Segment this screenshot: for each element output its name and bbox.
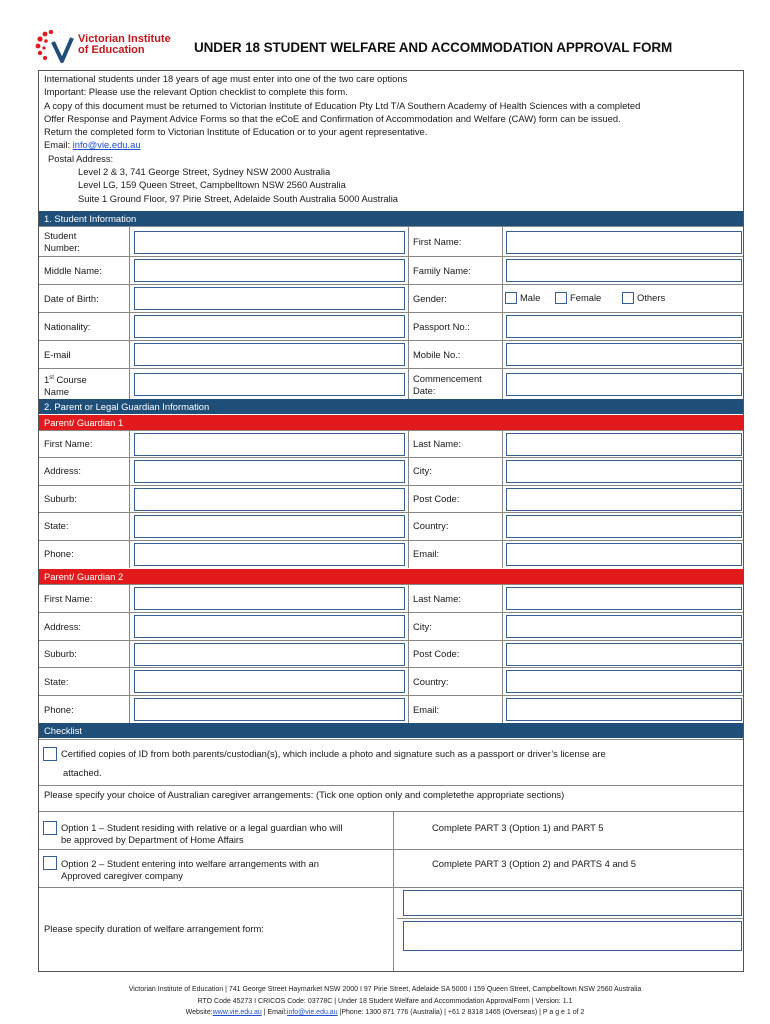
student-number-input[interactable] xyxy=(134,231,405,254)
g2-suburb-input[interactable] xyxy=(134,643,405,666)
row-middle-name: Middle Name: Family Name: xyxy=(39,256,743,284)
g2-phone-input[interactable] xyxy=(134,698,405,721)
page-title: UNDER 18 STUDENT WELFARE AND ACCOMMODATION APPROVAL FORM xyxy=(194,40,673,55)
g2-first-name-input[interactable] xyxy=(134,587,405,610)
g1-phone-input[interactable] xyxy=(134,543,405,566)
g2-city-input[interactable] xyxy=(506,615,742,638)
commencement-date-input[interactable] xyxy=(506,373,742,396)
g1-email-input[interactable] xyxy=(506,543,742,566)
option2-row: Option 2 – Student entering into welfare arrangements with an Approved caregiver company Complete PART 3 (Option 2) and PARTS 4 and 5 xyxy=(39,849,743,887)
nationality-input[interactable] xyxy=(134,315,405,338)
row-dob: Date of Birth: Gender: Male Female Others xyxy=(39,284,743,312)
section-guardian-header: 2. Parent or Legal Guardian Information xyxy=(39,399,743,414)
duration-from-input[interactable] xyxy=(403,890,742,916)
g1-row-address: Address: City: xyxy=(39,457,743,485)
guardian1-header: Parent/ Guardian 1 xyxy=(39,415,743,430)
guardian2-header: Parent/ Guardian 2 xyxy=(39,569,743,584)
option1-row: Option 1 – Student residing with relative or a legal guardian who will be approved by Department of Home Affairs Complete PART 3 (Option 1) and PART 5 xyxy=(39,811,743,849)
logo-text: Victorian Institute of Education xyxy=(78,33,171,56)
passport-input[interactable] xyxy=(506,315,742,338)
g1-suburb-input[interactable] xyxy=(134,488,405,511)
g1-row-state: State: Country: xyxy=(39,512,743,540)
family-name-input[interactable] xyxy=(506,259,742,282)
g1-first-name-input[interactable] xyxy=(134,433,405,456)
g1-row-suburb: Suburb: Post Code: xyxy=(39,485,743,512)
g1-address-input[interactable] xyxy=(134,460,405,483)
vie-logo xyxy=(34,30,184,66)
option2-checkbox[interactable] xyxy=(43,856,57,870)
checklist-choice-prompt: Please specify your choice of Australian caregiver arrangements: (Tick one option only and completethe appropriate sections) xyxy=(39,785,743,811)
intro-block: International students under 18 years of age must enter into one of the two care options Important: Please use the relevant Option checklist to complete this form. A copy of this document must be returned to Victorian Institute of Education Pty Ltd T/A Southern Academy of Health Sciences with a completed Offer Response and Payment Advice Forms so that the eCoE and Confirmation of Accommodation and Welfare (CAW) form can be issued. Return the completed form to Victorian Institute of Education or to your agent representative. Email: info@vie.edu.au Postal Address: Level 2 & 3, 741 George Street, Sydney NSW 2000 Australia Level LG, 159 Queen Street, Campbelltown NSW 2560 Australia Suite 1 Ground Floor, 97 Pirie Street, Adelaide South Australia 5000 Australia xyxy=(44,72,744,205)
logo-icon xyxy=(34,30,76,64)
duration-row: Please specify duration of welfare arrangement form: xyxy=(39,887,743,971)
footer-email-link[interactable]: info@vie.edu.au xyxy=(286,1009,338,1016)
g2-email-input[interactable] xyxy=(506,698,742,721)
intro-email: Email: info@vie.edu.au xyxy=(44,139,141,151)
course-name-input[interactable] xyxy=(134,373,405,396)
g2-row-address: Address: City: xyxy=(39,612,743,640)
g2-last-name-input[interactable] xyxy=(506,587,742,610)
g1-post-code-input[interactable] xyxy=(506,488,742,511)
row-nationality: Nationality: Passport No.: xyxy=(39,312,743,340)
checklist-id-item: Certified copies of ID from both parents/custodian(s), which include a photo and signature such as a passport or driver’s license are attached. xyxy=(39,739,743,785)
gender-others[interactable]: Others xyxy=(622,291,665,305)
dob-input[interactable] xyxy=(134,287,405,310)
email-link[interactable]: info@vie.edu.au xyxy=(72,139,141,151)
g2-address-input[interactable] xyxy=(134,615,405,638)
g2-state-input[interactable] xyxy=(134,670,405,693)
others-checkbox[interactable] xyxy=(622,292,634,304)
g1-state-input[interactable] xyxy=(134,515,405,538)
id-copies-checkbox[interactable] xyxy=(43,747,57,761)
g2-country-input[interactable] xyxy=(506,670,742,693)
gender-male[interactable]: Male xyxy=(505,291,540,305)
female-checkbox[interactable] xyxy=(555,292,567,304)
option1-checkbox[interactable] xyxy=(43,821,57,835)
checklist-header: Checklist xyxy=(39,723,743,738)
footer-website-link[interactable]: www.vie.edu.au xyxy=(212,1009,262,1016)
g2-row-name: First Name: Last Name: xyxy=(39,584,743,612)
g2-row-phone: Phone: Email: xyxy=(39,695,743,723)
duration-to-input[interactable] xyxy=(403,921,742,951)
g1-last-name-input[interactable] xyxy=(506,433,742,456)
g2-post-code-input[interactable] xyxy=(506,643,742,666)
student-email-input[interactable] xyxy=(134,343,405,366)
gender-female[interactable]: Female xyxy=(555,291,601,305)
row-course: 1st Course Name Commencement Date: xyxy=(39,368,743,399)
g1-city-input[interactable] xyxy=(506,460,742,483)
footer: Victorian Institute of Education | 741 George Street Haymarket NSW 2000 I 97 Pirie Street, Adelaide SA 5000 I 159 Queen Street, Campbelltown NSW 2560 Australia RTO Code 45273 I CRICOS Code: 03778C | Under 18 Student Welfare and Accommodation ApprovalForm | Version: 1.1 Website:www.vie.edu.au | Email:info@vie.edu.au |Phone: 1300 871 776 (Australia) | +61 2 8318 1465 (Overseas) | P a g e 1 of 2 xyxy=(128,986,642,1016)
g2-row-suburb: Suburb: Post Code: xyxy=(39,640,743,667)
g2-row-state: State: Country: xyxy=(39,667,743,695)
section-student-info-header: 1. Student Information xyxy=(39,211,743,226)
mobile-input[interactable] xyxy=(506,343,742,366)
row-student-number: Student Number: First Name: xyxy=(39,226,743,256)
middle-name-input[interactable] xyxy=(134,259,405,282)
page-header xyxy=(34,28,754,68)
g1-country-input[interactable] xyxy=(506,515,742,538)
student-first-name-input[interactable] xyxy=(506,231,742,254)
g1-row-name: First Name: Last Name: xyxy=(39,430,743,457)
male-checkbox[interactable] xyxy=(505,292,517,304)
row-email: E-mail Mobile No.: xyxy=(39,340,743,368)
g1-row-phone: Phone: Email: xyxy=(39,540,743,568)
